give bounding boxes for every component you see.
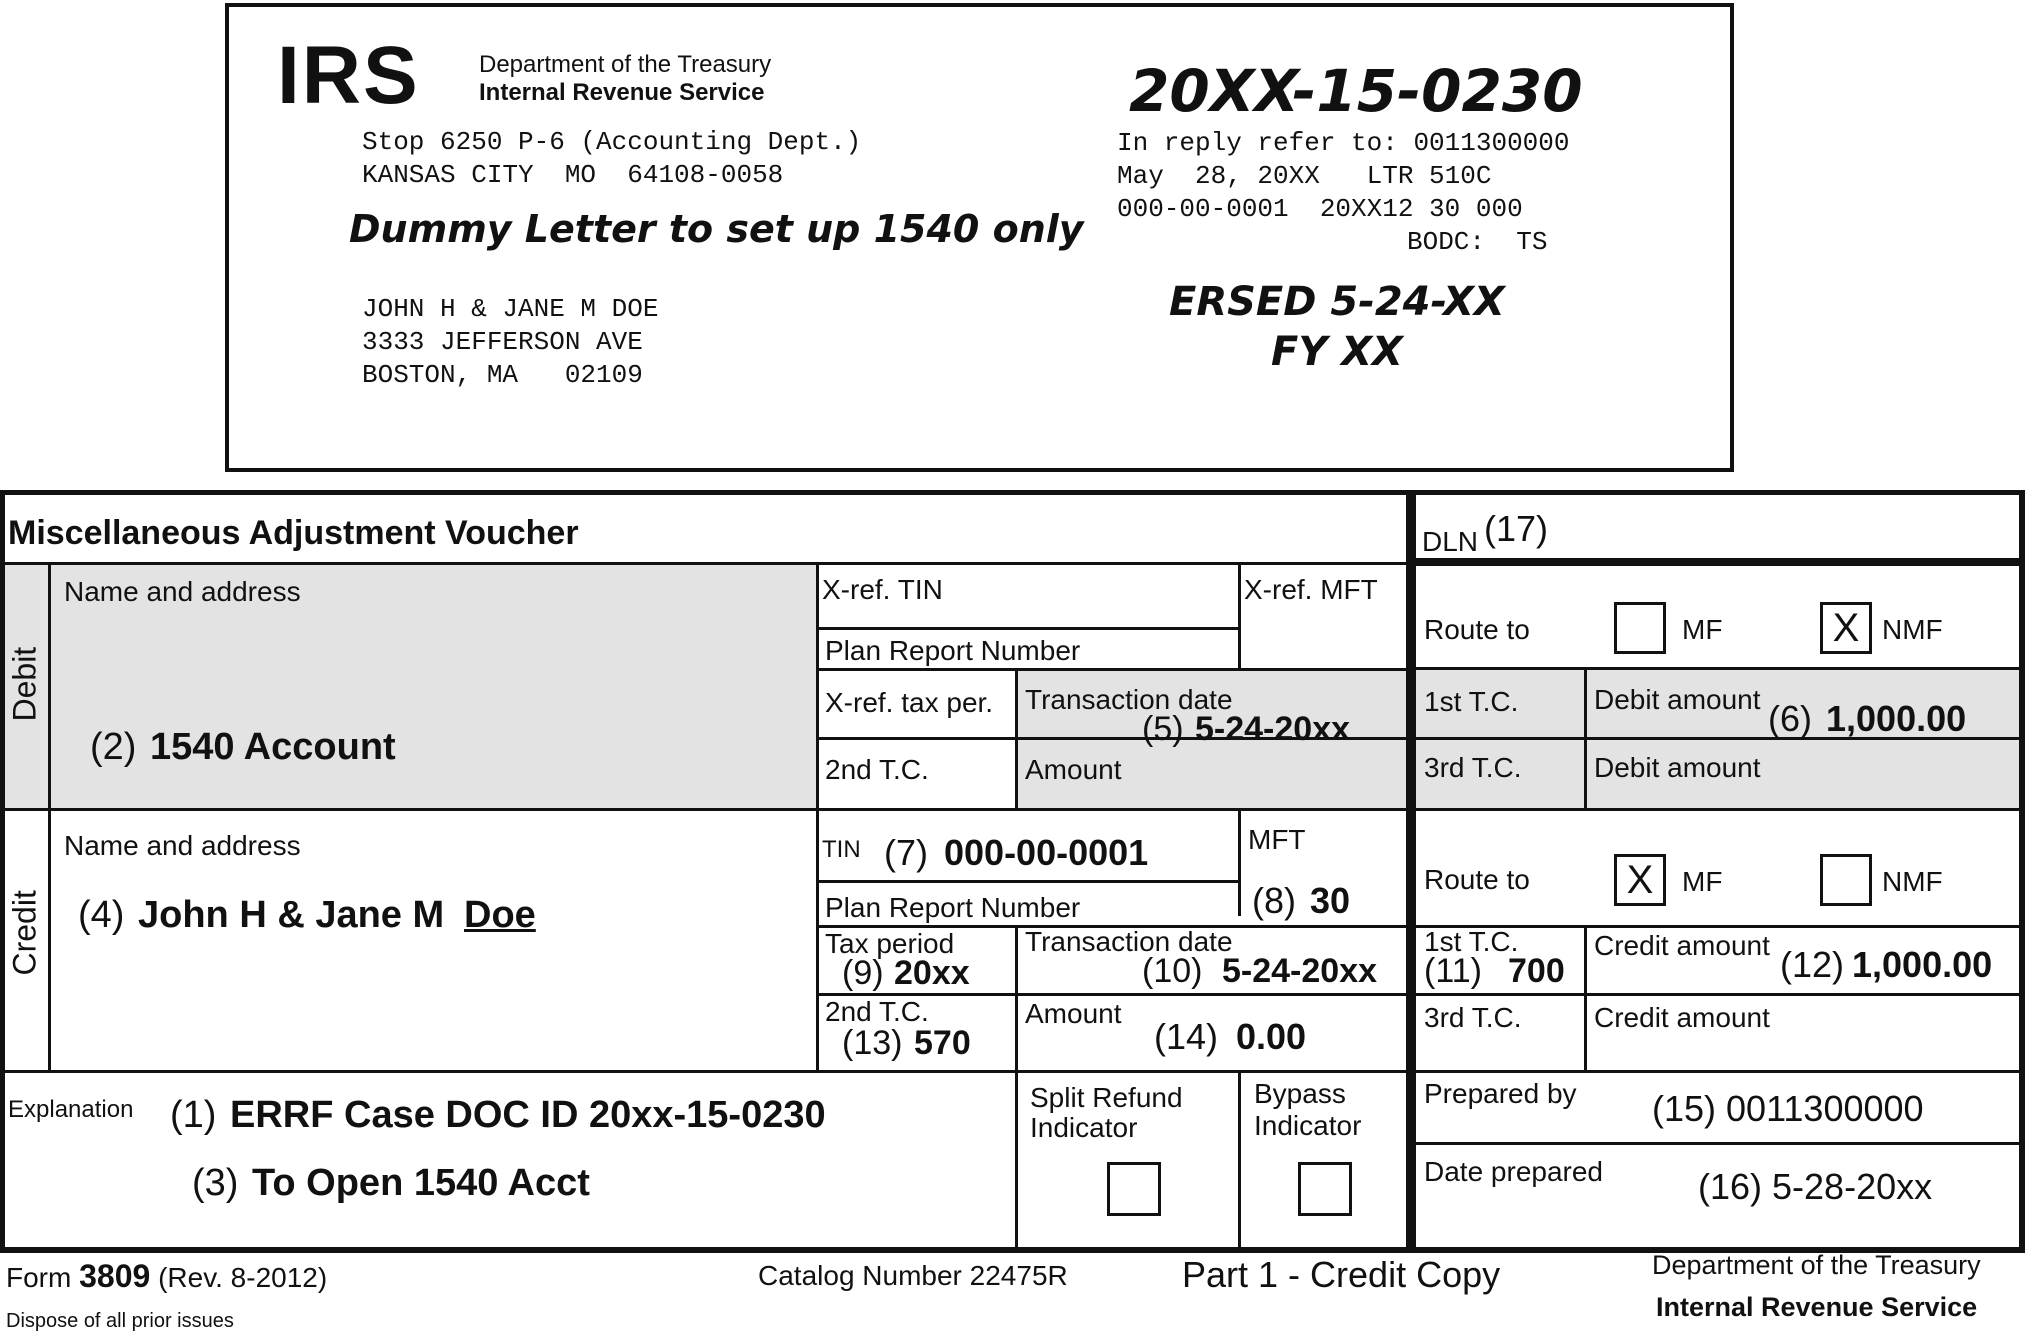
form-revision: (Rev. 8-2012) xyxy=(158,1262,328,1293)
debit-trans-date-value: 5-24-20xx xyxy=(1195,710,1351,748)
credit-nmf-label: NMF xyxy=(1882,866,1943,897)
handwritten-note: Dummy Letter to set up 1540 only xyxy=(349,207,1084,251)
debit-tc3-label: 3rd T.C. xyxy=(1424,752,1522,783)
debit-xref-mft-label: X-ref. MFT xyxy=(1244,574,1378,605)
debit-amount-num: (6) xyxy=(1768,698,1812,739)
credit-tc1-num: (11) xyxy=(1424,952,1482,990)
credit-mf-checkbox[interactable]: X xyxy=(1614,854,1666,906)
dispose-note: Dispose of all prior issues xyxy=(6,1310,234,1332)
bypass-label-2: Indicator xyxy=(1254,1110,1362,1141)
explanation-line2-num: (3) xyxy=(192,1162,239,1204)
irs-logo: IRS xyxy=(277,30,420,121)
credit-name-value: John H & Jane M xyxy=(138,894,445,936)
debit-mf-checkbox[interactable] xyxy=(1614,602,1666,654)
split-refund-label-1: Split Refund xyxy=(1030,1082,1183,1113)
credit-mf-label: MF xyxy=(1682,866,1723,897)
debit-amount2-label: Debit amount xyxy=(1594,752,1761,783)
adjustment-voucher xyxy=(0,490,2025,1252)
credit-name-num: (4) xyxy=(78,894,125,936)
form-id xyxy=(6,1258,327,1295)
stamp-line2: FY XX xyxy=(1271,329,1403,375)
catalog-number: Catalog Number 22475R xyxy=(758,1260,1068,1291)
credit-name-label: Name and address xyxy=(64,830,301,861)
debit-tc1-label: 1st T.C. xyxy=(1424,686,1519,717)
voucher-title: Miscellaneous Adjustment Voucher xyxy=(8,514,579,552)
date-prepared-label: Date prepared xyxy=(1424,1156,1604,1187)
letter-address-line1: Stop 6250 P-6 (Accounting Dept.) xyxy=(362,127,862,157)
agency-line2: Internal Revenue Service xyxy=(479,79,765,106)
credit-mft-num: (8) xyxy=(1252,880,1296,921)
prepared-by-label: Prepared by xyxy=(1424,1078,1577,1109)
credit-plan-label: Plan Report Number xyxy=(825,892,1081,923)
credit-mft-label: MFT xyxy=(1248,824,1306,855)
debit-tc2-label: 2nd T.C. xyxy=(825,754,929,785)
credit-trans-date-num: (10) xyxy=(1142,952,1203,990)
credit-amount-right-num: (12) xyxy=(1780,944,1845,985)
credit-tax-period-num: (9) xyxy=(842,954,884,992)
debit-amount-top-label: Debit amount xyxy=(1594,684,1761,715)
debit-xref-tax-label: X-ref. tax per. xyxy=(825,687,994,718)
credit-tin-num: (7) xyxy=(884,832,928,873)
bodc-line: BODC: TS xyxy=(1407,227,1548,257)
date-line: May 28, 20XX LTR 510C xyxy=(1117,161,1492,191)
credit-tc3-label: 3rd T.C. xyxy=(1424,1002,1522,1033)
recipient-line3: BOSTON, MA 02109 xyxy=(362,360,643,390)
bypass-checkbox[interactable] xyxy=(1298,1162,1352,1216)
agency-line1: Department of the Treasury xyxy=(479,51,772,78)
recipient-line1: JOHN H & JANE M DOE xyxy=(362,294,659,324)
recipient-line2: 3333 JEFFERSON AVE xyxy=(362,327,643,357)
credit-nmf-checkbox[interactable] xyxy=(1820,854,1872,906)
letter-address-line2: KANSAS CITY MO 64108-0058 xyxy=(362,160,784,190)
credit-mft-value: 30 xyxy=(1310,880,1351,921)
credit-amount-num: (14) xyxy=(1154,1016,1219,1057)
credit-tc2-value: 570 xyxy=(914,1024,971,1062)
form-prefix: Form xyxy=(6,1262,72,1293)
debit-xref-tin-label: X-ref. TIN xyxy=(822,574,943,605)
credit-tc2-label: 2nd T.C. xyxy=(825,996,929,1027)
part-label: Part 1 - Credit Copy xyxy=(1182,1254,1501,1295)
credit-tc2-num: (13) xyxy=(842,1024,903,1062)
credit-amount-right-value: 1,000.00 xyxy=(1852,944,1993,985)
debit-mf-label: MF xyxy=(1682,614,1723,645)
dln-value: (17) xyxy=(1484,508,1549,549)
explanation-line1-num: (1) xyxy=(170,1094,217,1136)
debit-trans-date-label: Transaction date xyxy=(1025,684,1233,715)
footer-dept: Department of the Treasury xyxy=(1652,1250,1981,1280)
credit-trans-date-value: 5-24-20xx xyxy=(1222,952,1378,990)
explanation-line1-value: ERRF Case DOC ID 20xx-15-0230 xyxy=(230,1094,826,1136)
split-refund-label-2: Indicator xyxy=(1030,1112,1138,1143)
debit-route-label: Route to xyxy=(1424,614,1530,645)
credit-amount2-label: Credit amount xyxy=(1594,1002,1770,1033)
credit-tin-label: TIN xyxy=(822,836,861,863)
date-prepared-value: (16) 5-28-20xx xyxy=(1698,1166,1933,1207)
case-number: 20XX-15-0230 xyxy=(1129,57,1583,125)
dln-label: DLN xyxy=(1422,526,1479,557)
bypass-label-1: Bypass xyxy=(1254,1078,1346,1109)
debit-name-label: Name and address xyxy=(64,576,301,607)
debit-name-num: (2) xyxy=(90,726,137,768)
credit-amount-top-label: Credit amount xyxy=(1594,930,1770,961)
debit-amount-value: 1,000.00 xyxy=(1826,698,1967,739)
debit-trans-date-num: (5) xyxy=(1142,710,1184,748)
credit-trans-date-label: Transaction date xyxy=(1025,926,1233,957)
credit-amount-label: Amount xyxy=(1025,998,1122,1029)
footer-irs: Internal Revenue Service xyxy=(1656,1292,1978,1322)
explanation-label: Explanation xyxy=(8,1096,134,1123)
reply-line: In reply refer to: 0011300000 xyxy=(1117,128,1570,158)
credit-amount-value: 0.00 xyxy=(1236,1016,1307,1057)
debit-name-value: 1540 Account xyxy=(150,726,396,768)
credit-tc1-label: 1st T.C. xyxy=(1424,926,1519,957)
credit-route-label: Route to xyxy=(1424,864,1530,895)
debit-nmf-label: NMF xyxy=(1882,614,1943,645)
credit-tax-period-label: Tax period xyxy=(825,928,955,959)
credit-side-label: Credit xyxy=(6,890,43,976)
credit-name-surname: Doe xyxy=(464,894,536,936)
debit-amount-label: Amount xyxy=(1025,754,1122,785)
credit-tin-value: 000-00-0001 xyxy=(944,832,1149,873)
letter-header xyxy=(225,3,1734,472)
form-number: 3809 xyxy=(79,1258,151,1294)
stamp-line1: ERSED 5-24-XX xyxy=(1169,279,1505,325)
debit-plan-label: Plan Report Number xyxy=(825,635,1081,666)
credit-tc1-value: 700 xyxy=(1508,952,1565,990)
tin-line: 000-00-0001 20XX12 30 000 xyxy=(1117,194,1523,224)
credit-tax-period-value: 20xx xyxy=(894,954,970,992)
prepared-by-value: (15) 0011300000 xyxy=(1652,1088,1924,1129)
split-refund-checkbox[interactable] xyxy=(1107,1162,1161,1216)
explanation-line2-value: To Open 1540 Acct xyxy=(252,1162,590,1204)
debit-side-label: Debit xyxy=(6,646,43,722)
debit-nmf-checkbox[interactable]: X xyxy=(1820,602,1872,654)
